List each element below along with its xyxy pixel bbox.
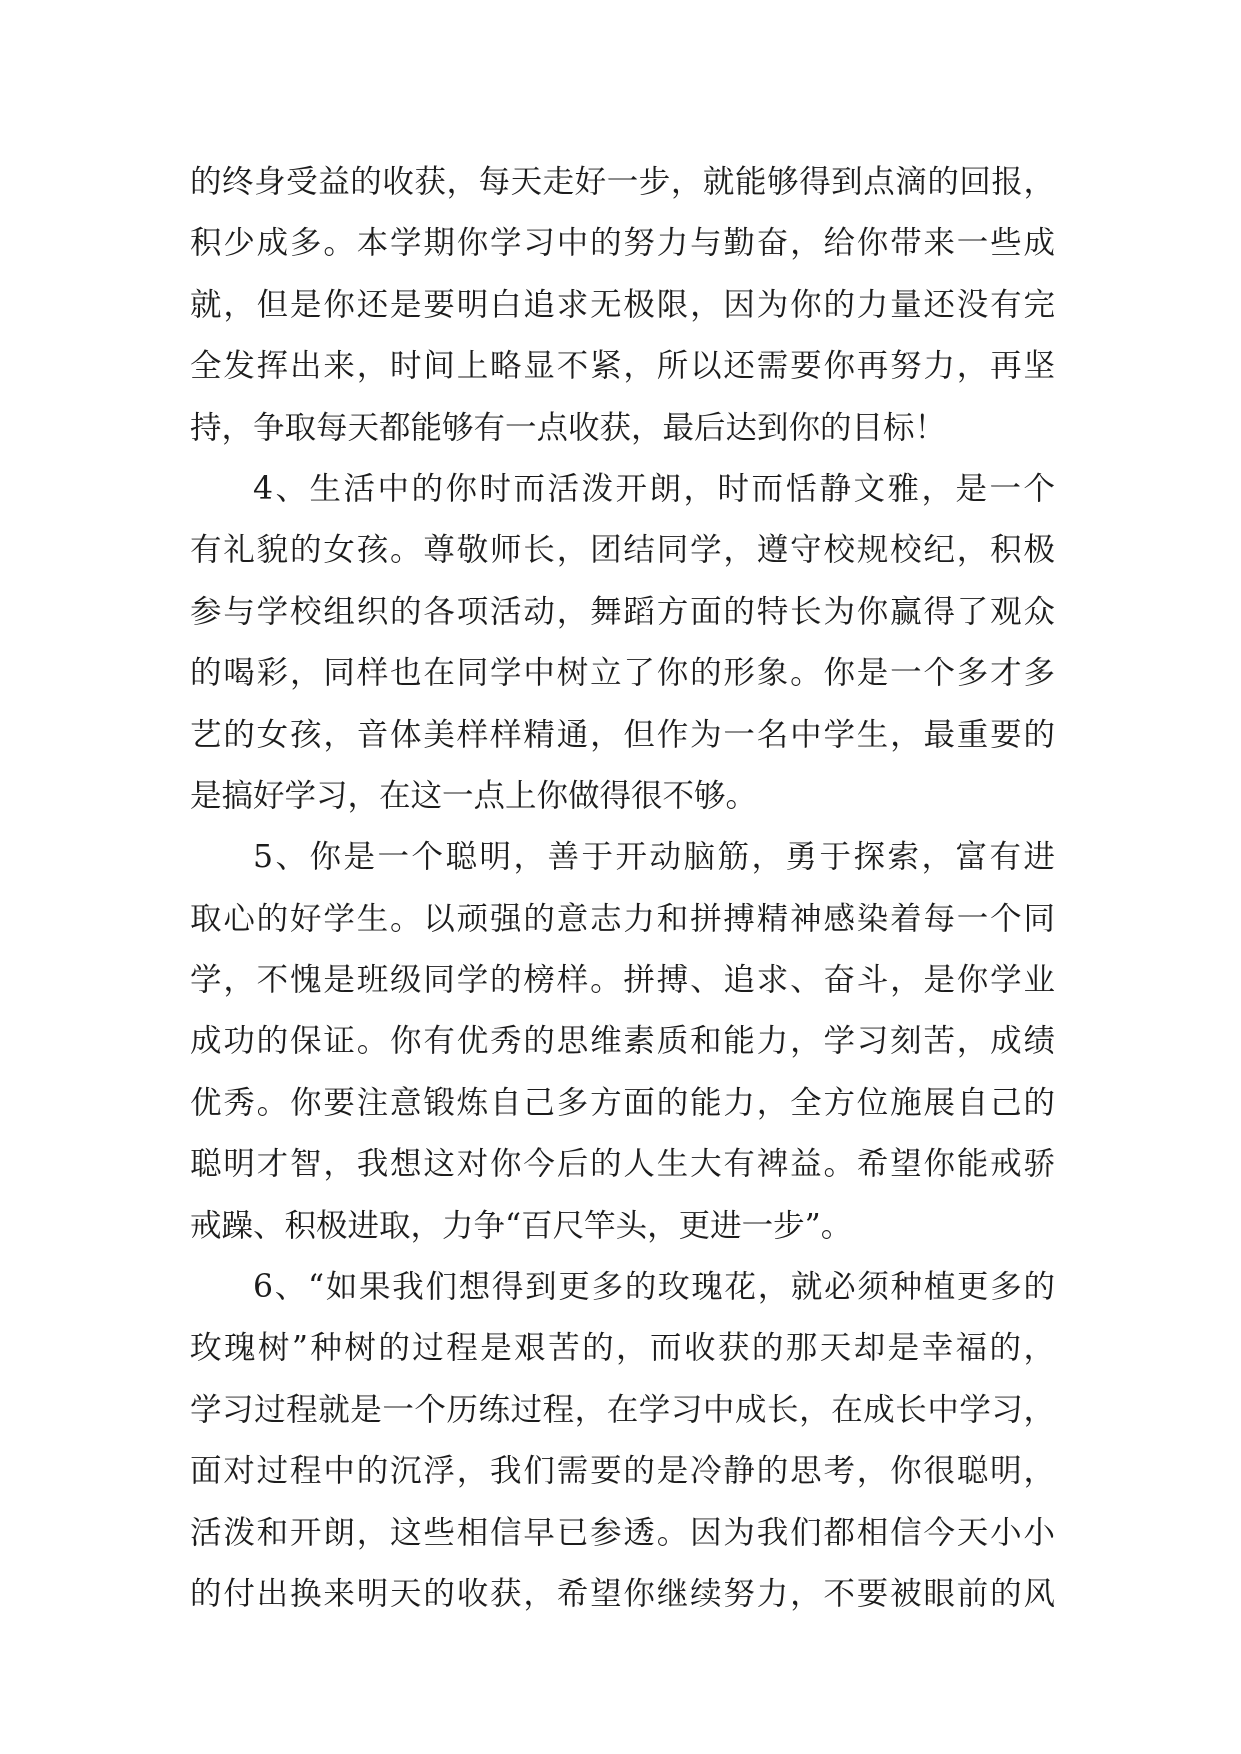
text-line: 聪明才智，我想这对你今后的人生大有裨益。希望你能戒骄 [190,1146,1055,1183]
text-line: 5、你是一个聪明，善于开动脑筋，勇于探索，富有进 [253,839,1055,876]
text-line: 成功的保证。你有优秀的思维素质和能力，学习刻苦，成绩 [190,1023,1055,1060]
text-line: 优秀。你要注意锻炼自己多方面的能力，全方位施展自己的 [190,1084,1055,1121]
text-line: 玫瑰树”种树的过程是艰苦的，而收获的那天却是幸福的， [190,1330,1055,1367]
text-line: 是搞好学习，在这一点上你做得很不够。 [190,777,758,814]
text-line: 参与学校组织的各项活动，舞蹈方面的特长为你赢得了观众 [190,593,1055,630]
text-line: 取心的好学生。以顽强的意志力和拼搏精神感染着每一个同 [190,900,1055,937]
text-line: 有礼貌的女孩。尊敬师长，团结同学，遵守校规校纪，积极 [190,532,1055,569]
text-line: 戒躁、积极进取，力争“百尺竿头，更进一步”。 [190,1207,853,1244]
text-line: 6、“如果我们想得到更多的玫瑰花，就必须种植更多的 [253,1269,1055,1306]
text-line: 面对过程中的沉浮，我们需要的是冷静的思考，你很聪明， [190,1453,1055,1490]
text-line: 4、生活中的你时而活泼开朗，时而恬静文雅，是一个 [253,470,1055,507]
text-line: 持，争取每天都能够有一点收获，最后达到你的目标！ [190,409,947,446]
text-line: 学，不愧是班级同学的榜样。拼搏、追求、奋斗，是你学业 [190,962,1055,999]
text-line: 活泼和开朗，这些相信早已参透。因为我们都相信今天小小 [190,1514,1055,1551]
text-line: 积少成多。本学期你学习中的努力与勤奋，给你带来一些成 [190,225,1055,262]
text-line: 就，但是你还是要明白追求无极限，因为你的力量还没有完 [190,286,1055,323]
text-line: 的喝彩，同样也在同学中树立了你的形象。你是一个多才多 [190,655,1055,692]
text-line: 全发挥出来，时间上略显不紧，所以还需要你再努力，再坚 [190,348,1055,385]
document-body [190,152,1055,1625]
text-line: 的终身受益的收获，每天走好一步，就能够得到点滴的回报， [190,164,1055,200]
text-line: 的付出换来明天的收获，希望你继续努力，不要被眼前的风 [190,1575,1055,1612]
text-line: 学习过程就是一个历练过程，在学习中成长，在成长中学习， [190,1391,1055,1428]
text-line: 艺的女孩，音体美样样精通，但作为一名中学生，最重要的 [190,716,1055,753]
